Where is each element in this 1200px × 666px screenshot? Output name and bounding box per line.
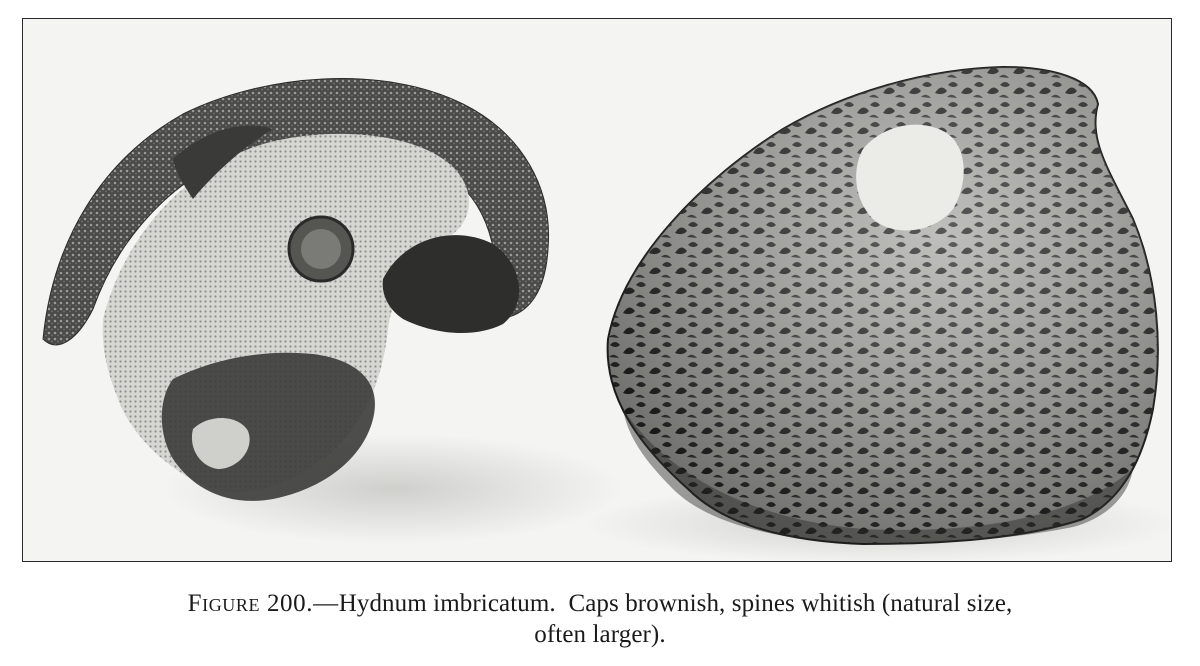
figure-photograph [22,18,1172,562]
figure-label: Figure 200.— [187,590,339,617]
caption-line-2: often larger). [534,621,666,648]
right-cap-pale-patch [856,125,964,231]
caption-line-1: Caps brownish, spines whitish (natural size, [568,590,1013,617]
figure-caption [30,588,1170,650]
species-name: Hydnum imbricatum. [338,590,556,617]
mushroom-illustration [23,19,1170,560]
